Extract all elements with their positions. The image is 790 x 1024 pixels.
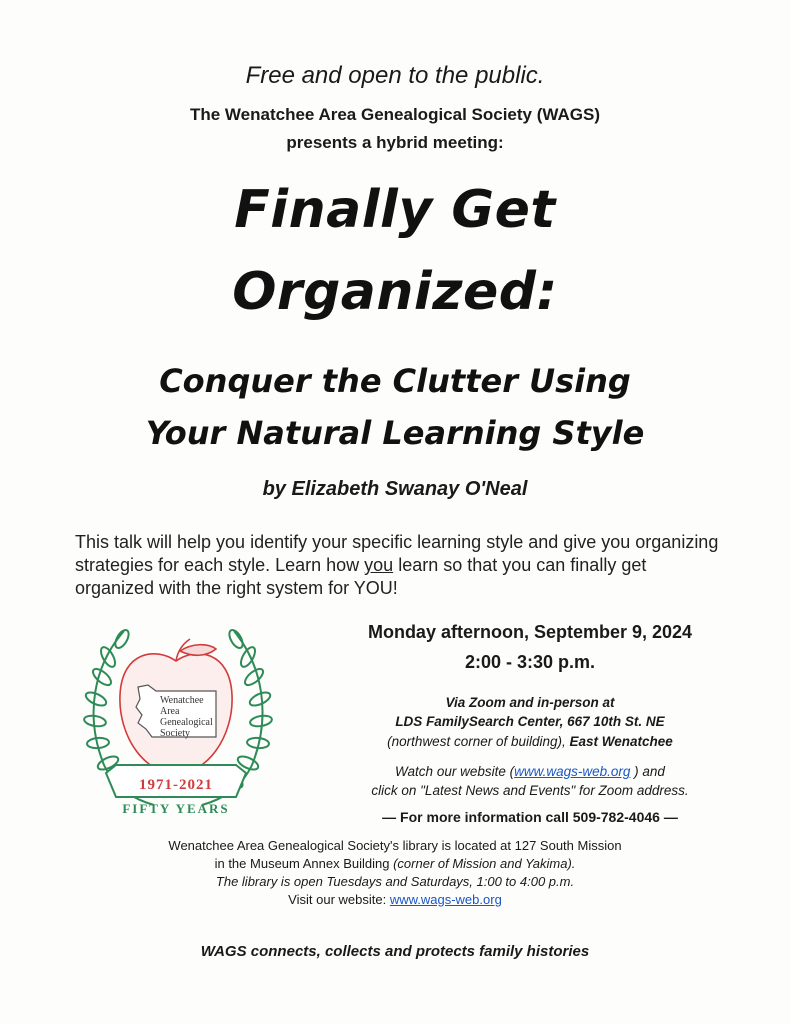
logo-name-line-3: Genealogical [160, 717, 213, 728]
website-line-1-suffix: ) and [630, 764, 665, 779]
venue-line-1: Via Zoom and in-person at [445, 695, 615, 710]
free-to-public-line: Free and open to the public. [245, 62, 545, 89]
library-line-1: Wenatchee Area Genealogical Society's library is located at 127 South Mission [168, 838, 622, 853]
wags-anniversary-logo [76, 625, 276, 817]
presenter-line-1: The Wenatchee Area Genealogical Society (WAGS) [189, 105, 600, 124]
description-underlined-word: you [364, 555, 394, 575]
venue-line-3-city: East Wenatchee [569, 734, 673, 749]
title-line-2: Organized: [232, 262, 558, 322]
description-part-2: learn so that you can finally get organized with the right system for YOU! [75, 555, 647, 598]
logo-name-line-4: Society [160, 728, 190, 739]
library-website-line [0, 891, 790, 909]
wags-motto: WAGS connects, collects and protects family histories [200, 943, 590, 960]
website-line-1 [280, 762, 780, 781]
venue-line-3 [280, 732, 780, 751]
logo-name-line-1: Wenatchee [160, 695, 204, 706]
library-line-2-note: (corner of Mission and Yakima). [393, 856, 576, 871]
logo-anniversary: FIFTY YEARS [122, 801, 230, 816]
library-website-prefix: Visit our website: [288, 892, 390, 907]
byline: by Elizabeth Swanay O'Neal [262, 478, 528, 500]
subtitle-line-2: Your Natural Learning Style [145, 414, 645, 452]
library-website-link[interactable]: www.wags-web.org [389, 892, 502, 907]
talk-description [75, 531, 725, 600]
website-line-1-prefix: Watch our website ( [395, 764, 515, 779]
logo-name-line-2: Area [160, 706, 180, 717]
zoom-website-link[interactable]: www.wags-web.org [514, 764, 631, 779]
library-hours: The library is open Tuesdays and Saturdays, 1:00 to 4:00 p.m. [215, 874, 575, 889]
event-date: Monday afternoon, September 9, 2024 [367, 622, 693, 642]
library-line-2-prefix: in the Museum Annex Building [214, 856, 394, 871]
description-part-1: This talk will help you identify your specific learning style and give you organizing strategies for each style. Learn how [75, 532, 719, 575]
event-time: 2:00 - 3:30 p.m. [464, 652, 596, 672]
phone-info: — For more information call 509-782-4046 — [382, 809, 678, 825]
venue-line-2: LDS FamilySearch Center, 667 10th St. NE [395, 714, 665, 729]
website-line-2: click on "Latest News and Events" for Zoom address. [371, 783, 689, 798]
title-line-1: Finally Get [234, 180, 556, 240]
library-line-2 [0, 855, 790, 873]
venue-line-3-note: (northwest corner of building), [387, 734, 570, 749]
logo-years: 1971-2021 [139, 777, 213, 793]
subtitle-line-1: Conquer the Clutter Using [159, 362, 631, 400]
presenter-line-2: presents a hybrid meeting: [286, 133, 504, 152]
